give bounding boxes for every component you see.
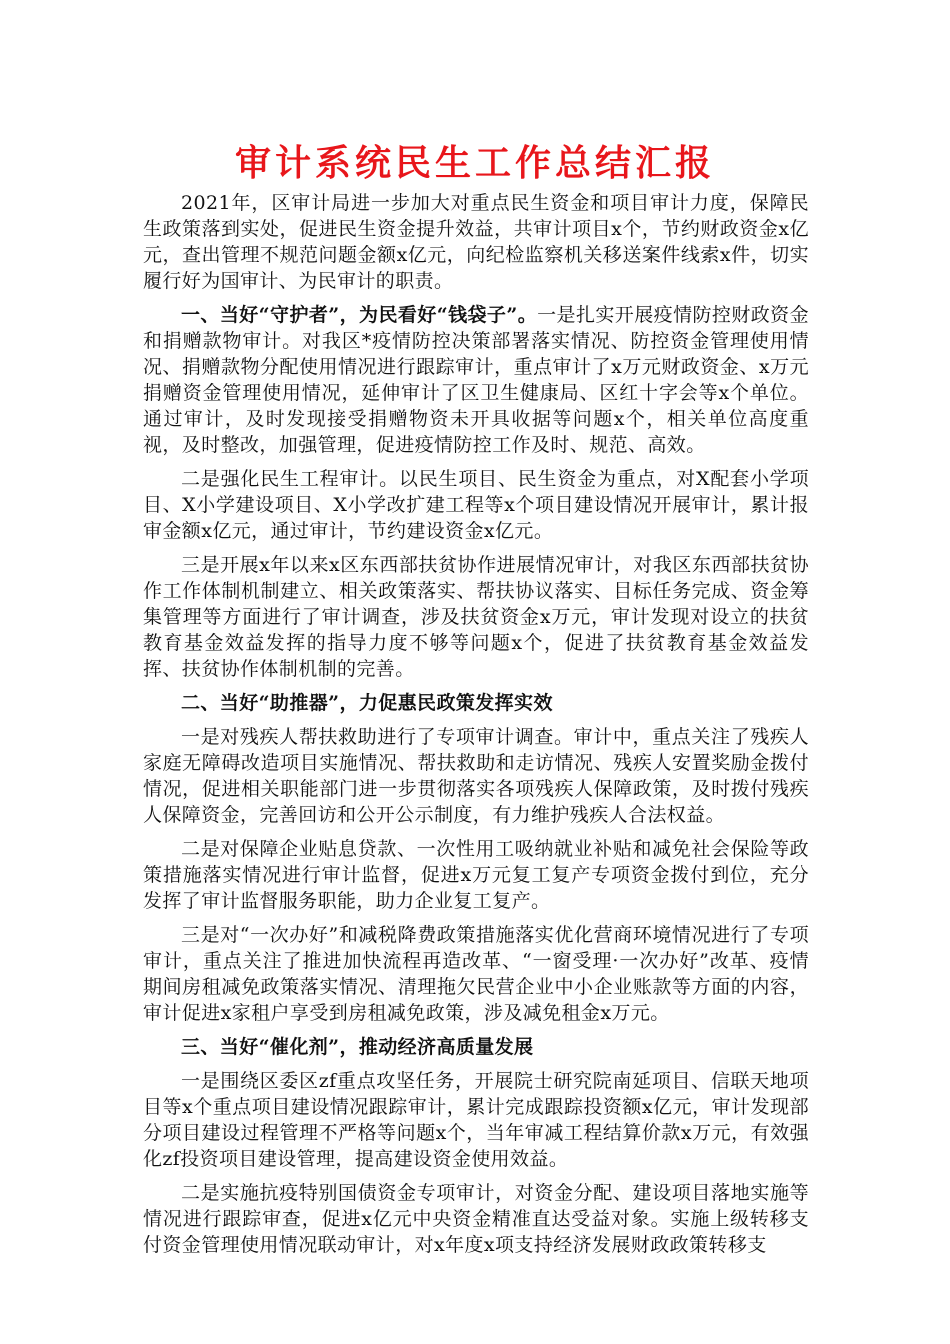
paragraph-section-2-item-3: 三是对“一次办好”和减税降费政策措施落实优化营商环境情况进行了专项审计，重点关注了推进加快流程再造改革、“一窗受理·一次办好”改革、疫情期间房租减免政策落实情况、清理拖欠民营企业中小企业账款等方面的内容，审计促进x家租户享受到房租减免政策，涉及减免租金x万元。 [143, 924, 809, 1024]
paragraph-section-3-item-2: 二是实施抗疫特别国债资金专项审计，对资金分配、建设项目落地实施等情况进行跟踪审查，促进x亿元中央资金精准直达受益对象。实施上级转移支付资金管理使用情况联动审计，对x年度x项支持经济发展财政政策转移支 [143, 1182, 809, 1256]
document-title: 审计系统民生工作总结汇报 [234, 142, 715, 184]
section-1-text: 一是扎实开展疫情防控财政资金和捐赠款物审计。对我区*疫情防控决策部署落实情况、防控资金管理使用情况、捐赠款物分配使用情况进行跟踪审计，重点审计了x万元财政资金、x万元捐赠资金管理使用情况，延伸审计了区卫生健康局、区红十字会等x个单位。通过审计，及时发现接受捐赠物资未开具收据等问题x个，相关单位高度重视，及时整改，加强管理，促进疫情防控工作及时、规范、高效。 [143, 304, 809, 456]
paragraph-section-1-item-3: 三是开展x年以来x区东西部扶贫协作进展情况审计，对我区东西部扶贫协作工作体制机制建立、相关政策落实、帮扶协议落实、目标任务完成、资金筹集管理等方面进行了审计调查，涉及扶贫资金x万元，审计发现对设立的扶贫教育基金效益发挥的指导力度不够等问题x个，促进了扶贫教育基金效益发挥、扶贫协作体制机制的完善。 [143, 554, 809, 680]
paragraph-section-2-item-1: 一是对残疾人帮扶救助进行了专项审计调查。审计中，重点关注了残疾人家庭无障碍改造项目实施情况、帮扶救助和走访情况、残疾人安置奖励金拨付情况，促进相关职能部门进一步贯彻落实各项残疾人保障政策，及时拨付残疾人保障资金，完善回访和公开公示制度，有力维护残疾人合法权益。 [143, 726, 809, 826]
section-1-heading: 一、当好“守护者”，为民看好“钱袋子”。 [181, 304, 538, 326]
paragraph-section-1 [143, 302, 809, 458]
paragraph-section-1-item-2: 二是强化民生工程审计。以民生项目、民生资金为重点，对X配套小学项目、X小学建设项目、X小学改扩建工程等x个项目建设情况开展审计，累计报审金额x亿元，通过审计，节约建设资金x亿元。 [143, 468, 809, 542]
section-2-heading: 二、当好“助推器”，力促惠民政策发挥实效 [181, 692, 553, 714]
paragraph-intro: 2021年，区审计局进一步加大对重点民生资金和项目审计力度，保障民生政策落到实处，促进民生资金提升效益，共审计项目x个，节约财政资金x亿元，查出管理不规范问题金额x亿元，向纪检监察机关移送案件线索x件，切实履行好为国审计、为民审计的职责。 [143, 192, 809, 292]
paragraph-section-2-item-2: 二是对保障企业贴息贷款、一次性用工吸纳就业补贴和减免社会保险等政策措施落实情况进行审计监督，促进x万元复工复产专项资金拨付到位，充分发挥了审计监督服务职能，助力企业复工复产。 [143, 838, 809, 912]
document-body [143, 190, 809, 1266]
paragraph-section-3-item-1: 一是围绕区委区zf重点攻坚任务，开展院士研究院南延项目、信联天地项目等x个重点项目建设情况跟踪审计，累计完成跟踪投资额x亿元，审计发现部分项目建设过程管理不严格等问题x个，当年审减工程结算价款x万元，有效强化zf投资项目建设管理，提高建设资金使用效益。 [143, 1070, 809, 1170]
section-3-heading: 三、当好“催化剂”，推动经济高质量发展 [181, 1036, 534, 1058]
